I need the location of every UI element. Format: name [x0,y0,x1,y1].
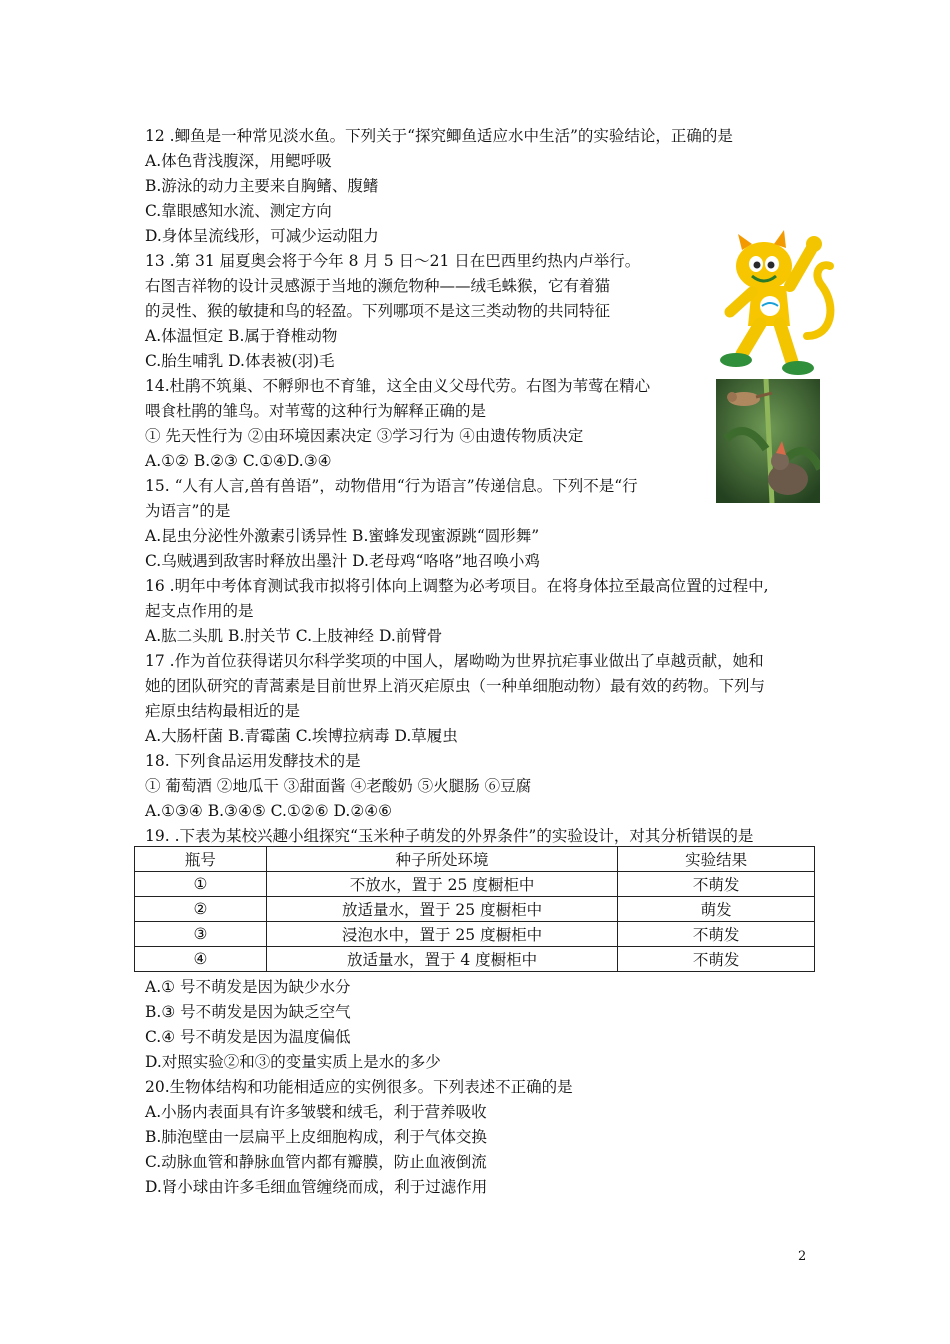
q17-line1: 17 .作为首位获得诺贝尔科学奖项的中国人，屠呦呦为世界抗疟事业做出了卓越贡献，她和 [145,652,764,670]
table-row [135,947,815,972]
table-cell: 不放水，置于 25 度橱柜中 [266,872,617,897]
q16-options: A.肱二头肌 B.肘关节 C.上肢神经 D.前臂骨 [145,627,443,645]
q20-option-b: B.肺泡壁由一层扁平上皮细胞构成，利于气体交换 [145,1128,487,1146]
table-row [135,897,815,922]
q18-line1: 18. 下列食品运用发酵技术的是 [145,752,361,770]
table-header-cell: 种子所处环境 [266,847,617,872]
q20-option-c: C.动脉血管和静脉血管内都有瓣膜，防止血液倒流 [145,1153,487,1171]
q19-option-b: B.③ 号不萌发是因为缺乏空气 [145,1003,351,1021]
table-header-cell: 实验结果 [618,847,815,872]
q13-line1: 13 .第 31 届夏奥会将于今年 8 月 5 日～21 日在巴西里约热内卢举行。 [145,252,641,270]
q12-option-a: A.体色背浅腹深，用鳃呼吸 [145,152,332,170]
table-cell: ② [135,897,267,922]
table-cell: ③ [135,922,267,947]
q16-line2: 起支点作用的是 [145,602,254,620]
q16-line1: 16 .明年中考体育测试我市拟将引体向上调整为必考项目。在将身体拉至最高位置的过程中, [145,577,769,595]
q17-options: A.大肠杆菌 B.青霉菌 C.埃博拉病毒 D.草履虫 [145,727,458,745]
q14-line1: 14.杜鹃不筑巢、不孵卵也不育雏，这全由义父母代劳。右图为苇莺在精心 [145,377,651,395]
q20-stem: 20.生物体结构和功能相适应的实例很多。下列表述不正确的是 [145,1078,573,1096]
q19-option-c: C.④ 号不萌发是因为温度偏低 [145,1028,351,1046]
q12-stem: 12 .鲫鱼是一种常见淡水鱼。下列关于“探究鲫鱼适应水中生活”的实验结论，正确的是 [145,127,733,145]
table-cell: 不萌发 [618,872,815,897]
table-cell: 放适量水，置于 4 度橱柜中 [266,947,617,972]
q12-option-c: C.靠眼感知水流、测定方向 [145,202,332,220]
q19-stem: 19. .下表为某校兴趣小组探究“玉米种子萌发的外界条件”的实验设计，对其分析错误的是 [145,827,754,845]
seed-germination-table [134,846,815,972]
q18-options: A.①③④ B.③④⑤ C.①②⑥ D.②④⑥ [145,802,393,820]
table-row [135,872,815,897]
q12-option-b: B.游泳的动力主要来自胸鳍、腹鳍 [145,177,379,195]
table-cell: ④ [135,947,267,972]
q20-option-d: D.肾小球由许多毛细血管缠绕而成，利于过滤作用 [145,1178,488,1196]
q14-options: A.①② B.②③ C.①④D.③④ [145,452,332,470]
q15-options-ab: A.昆虫分泌性外激素引诱异性 B.蜜蜂发现蜜源跳“圆形舞” [145,527,540,545]
table-cell: 浸泡水中，置于 25 度橱柜中 [266,922,617,947]
table-cell: 不萌发 [618,922,815,947]
table-cell: ① [135,872,267,897]
table-header-row [135,847,815,872]
q14-line3: ① 先天性行为 ②由环境因素决定 ③学习行为 ④由遗传物质决定 [145,427,584,445]
q13-line2: 右图吉祥物的设计灵感源于当地的濒危物种——绒毛蛛猴，它有着猫 [145,277,611,295]
q17-line2: 她的团队研究的青蒿素是目前世界上消灭疟原虫（一种单细胞动物）最有效的药物。下列与 [145,677,766,695]
q19-option-d: D.对照实验②和③的变量实质上是水的多少 [145,1053,441,1071]
page-number: 2 [798,1249,807,1264]
q15-options-cd: C.乌贼遇到敌害时释放出墨汁 D.老母鸡“咯咯”地召唤小鸡 [145,552,540,570]
table-header-cell: 瓶号 [135,847,267,872]
q19-option-a: A.① 号不萌发是因为缺少水分 [145,978,351,996]
table-cell: 放适量水，置于 25 度橱柜中 [266,897,617,922]
q20-option-a: A.小肠内表面具有许多皱襞和绒毛，利于营养吸收 [145,1103,487,1121]
olympic-mascot-image [712,226,842,378]
q13-options-cd: C.胎生哺乳 D.体表被(羽)毛 [145,352,335,370]
q18-line2: ① 葡萄酒 ②地瓜干 ③甜面酱 ④老酸奶 ⑤火腿肠 ⑥豆腐 [145,777,532,795]
q13-options-ab: A.体温恒定 B.属于脊椎动物 [145,327,338,345]
table-row [135,922,815,947]
q15-line1: 15. “人有人言,兽有兽语”，动物借用“行为语言”传递信息。下列不是“行 [145,477,638,495]
q15-line2: 为语言”的是 [145,502,231,520]
q17-line3: 疟原虫结构最相近的是 [145,702,301,720]
q12-option-d: D.身体呈流线形，可减少运动阻力 [145,227,379,245]
table-cell: 萌发 [618,897,815,922]
warbler-feeding-cuckoo-photo [716,379,820,503]
table-cell: 不萌发 [618,947,815,972]
q14-line2: 喂食杜鹃的雏鸟。对苇莺的这种行为解释正确的是 [145,402,487,420]
q13-line3: 的灵性、猴的敏捷和鸟的轻盈。下列哪项不是这三类动物的共同特征 [145,302,611,320]
